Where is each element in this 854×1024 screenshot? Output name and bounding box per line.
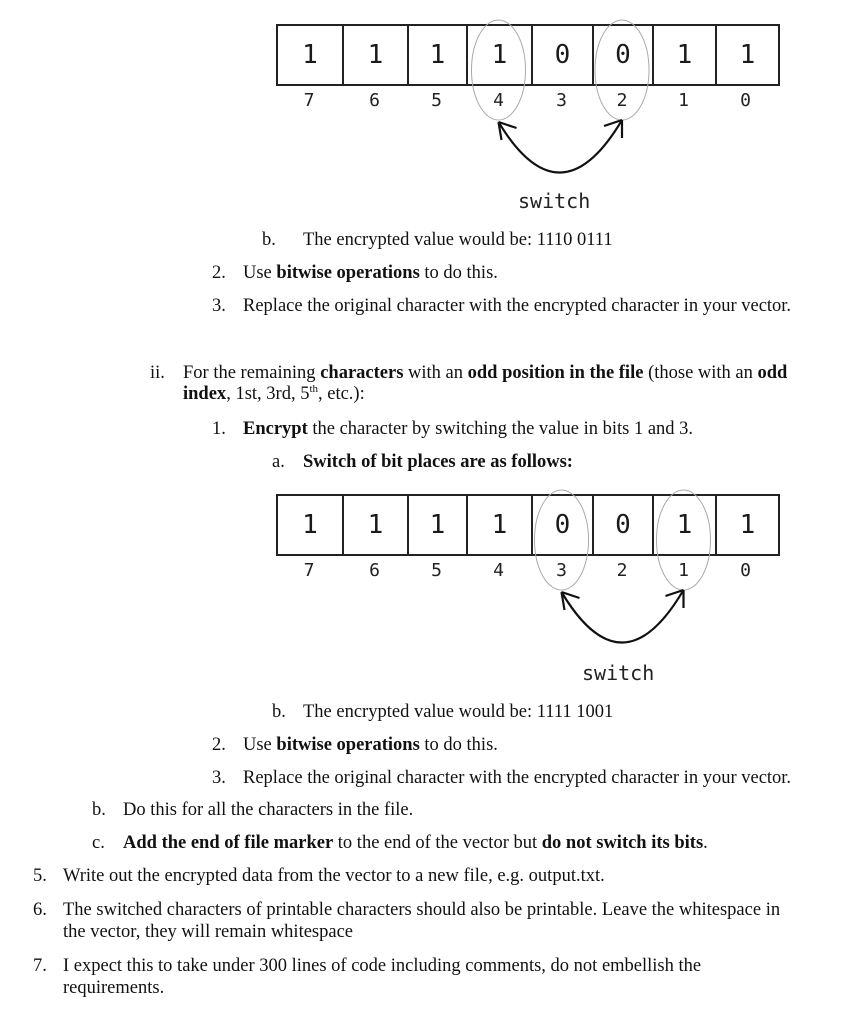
bit-index-label: 1	[678, 90, 689, 111]
bit-index-label: 2	[616, 90, 628, 111]
bit-cell: 1	[739, 40, 756, 70]
bit-cell: 1	[278, 496, 344, 554]
bit-index-label: 3	[556, 560, 567, 581]
bit-cell: 0	[594, 496, 654, 554]
bit-index-label: 4	[493, 560, 504, 581]
bit-cell: 1	[739, 510, 756, 540]
section-ii-line2	[183, 384, 365, 405]
text: to the end of the vector but	[333, 833, 542, 853]
bit-index-label: 0	[740, 560, 751, 581]
encrypted-value-text: The encrypted value would be: 1111 1001	[303, 702, 614, 722]
list-marker: a.	[272, 452, 285, 472]
list-marker: 3.	[212, 296, 226, 316]
step-text: requirements.	[63, 978, 165, 998]
list-item: Replace the original character with the encrypted character in your vector.	[243, 296, 792, 316]
bit-index-label: 6	[369, 90, 380, 111]
list-marker: 2.	[212, 735, 226, 755]
switch-label: switch	[582, 661, 655, 685]
text: , etc.):	[318, 384, 365, 404]
step-number: 5.	[33, 866, 47, 886]
superscript: th	[309, 383, 318, 395]
bit-index-label: 3	[556, 90, 567, 111]
list-marker: 3.	[212, 768, 226, 788]
text: (those with an	[643, 363, 758, 383]
bit-index-label: 4	[493, 90, 504, 111]
bit-cell: 1	[468, 496, 533, 554]
bit-cell: 0	[533, 26, 594, 84]
text: .	[703, 833, 708, 853]
step-number: 6.	[33, 900, 47, 920]
bit-cell: 1	[654, 26, 717, 84]
step-text: Write out the encrypted data from the vector to a new file, e.g. output.txt.	[63, 866, 605, 886]
bit-cell: 1	[344, 26, 409, 84]
bit-diagram-even	[276, 24, 780, 224]
bit-cell: 1	[409, 496, 468, 554]
arrowhead-left-icon	[562, 592, 580, 610]
list-marker: b.	[262, 230, 276, 250]
encrypted-value-text: The encrypted value would be: 1110 0111	[303, 230, 613, 250]
bold-text: odd	[757, 363, 788, 383]
step-text: The switched characters of printable characters should also be printable. Leave the whitespace in	[63, 900, 781, 920]
bit-index-label: 5	[431, 90, 442, 111]
arrowhead-left-icon	[499, 122, 517, 140]
bit-index-label: 7	[303, 90, 315, 111]
list-item: Do this for all the characters in the file.	[123, 800, 414, 820]
step-text: I expect this to take under 300 lines of code including comments, do not embellish the	[63, 956, 702, 976]
bold-text: index	[183, 384, 227, 404]
list-marker: 2.	[212, 263, 226, 283]
bit-index-label: 5	[431, 560, 442, 581]
bit-cell: 0	[594, 26, 654, 84]
bold-text: bitwise operations	[276, 263, 420, 283]
section-ii-line1	[183, 363, 787, 384]
text: Use	[243, 263, 277, 283]
list-marker: ii.	[150, 363, 165, 383]
bit-row	[276, 24, 780, 86]
bold-text: Add the end of file marker	[123, 833, 334, 853]
list-item: Replace the original character with the encrypted character in your vector.	[243, 768, 792, 788]
list-item	[243, 419, 693, 440]
arrowhead-right-icon	[666, 590, 684, 608]
bit-index-row	[276, 90, 780, 116]
bit-row	[276, 494, 780, 556]
list-item	[123, 833, 708, 854]
list-marker: b.	[272, 702, 286, 722]
text: to do this.	[419, 263, 498, 283]
list-item	[243, 263, 498, 284]
bold-text: characters	[320, 363, 404, 383]
bit-diagram-odd	[276, 494, 780, 694]
subheading: Switch of bit places are as follows:	[303, 452, 573, 472]
text: to do this.	[419, 735, 498, 755]
switch-label: switch	[518, 189, 591, 213]
arrowhead-right-icon	[604, 120, 622, 138]
bold-text: do not switch its bits	[541, 833, 704, 853]
bit-index-label: 6	[369, 560, 380, 581]
bit-index-label: 7	[303, 560, 315, 581]
bit-cell: 1	[278, 26, 344, 84]
bit-index-label: 1	[678, 560, 689, 581]
list-marker: b.	[92, 800, 106, 820]
text: the character by switching the value in bits 1 and 3.	[307, 419, 694, 439]
bold-text: bitwise operations	[276, 735, 420, 755]
bit-index-row	[276, 560, 780, 586]
bit-cell: 1	[468, 26, 533, 84]
list-marker: 1.	[212, 419, 226, 439]
bit-cell: 1	[409, 26, 468, 84]
text: with an	[403, 363, 468, 383]
switch-arrow	[499, 120, 623, 173]
step-text: the vector, they will remain whitespace	[63, 922, 354, 942]
bit-cell: 0	[533, 496, 594, 554]
switch-arrow	[562, 590, 684, 643]
bit-index-label: 0	[740, 90, 751, 111]
bit-cell: 1	[654, 496, 717, 554]
list-item	[243, 735, 498, 756]
bold-text: odd position in the file	[467, 363, 644, 383]
text: For the remaining	[183, 363, 321, 383]
bold-text: Encrypt	[243, 419, 308, 439]
bit-cell: 1	[344, 496, 409, 554]
text: , 1st, 3rd, 5	[226, 384, 310, 404]
list-marker: c.	[92, 833, 105, 853]
step-number: 7.	[33, 956, 47, 976]
bit-index-label: 2	[616, 560, 628, 581]
text: Use	[243, 735, 277, 755]
